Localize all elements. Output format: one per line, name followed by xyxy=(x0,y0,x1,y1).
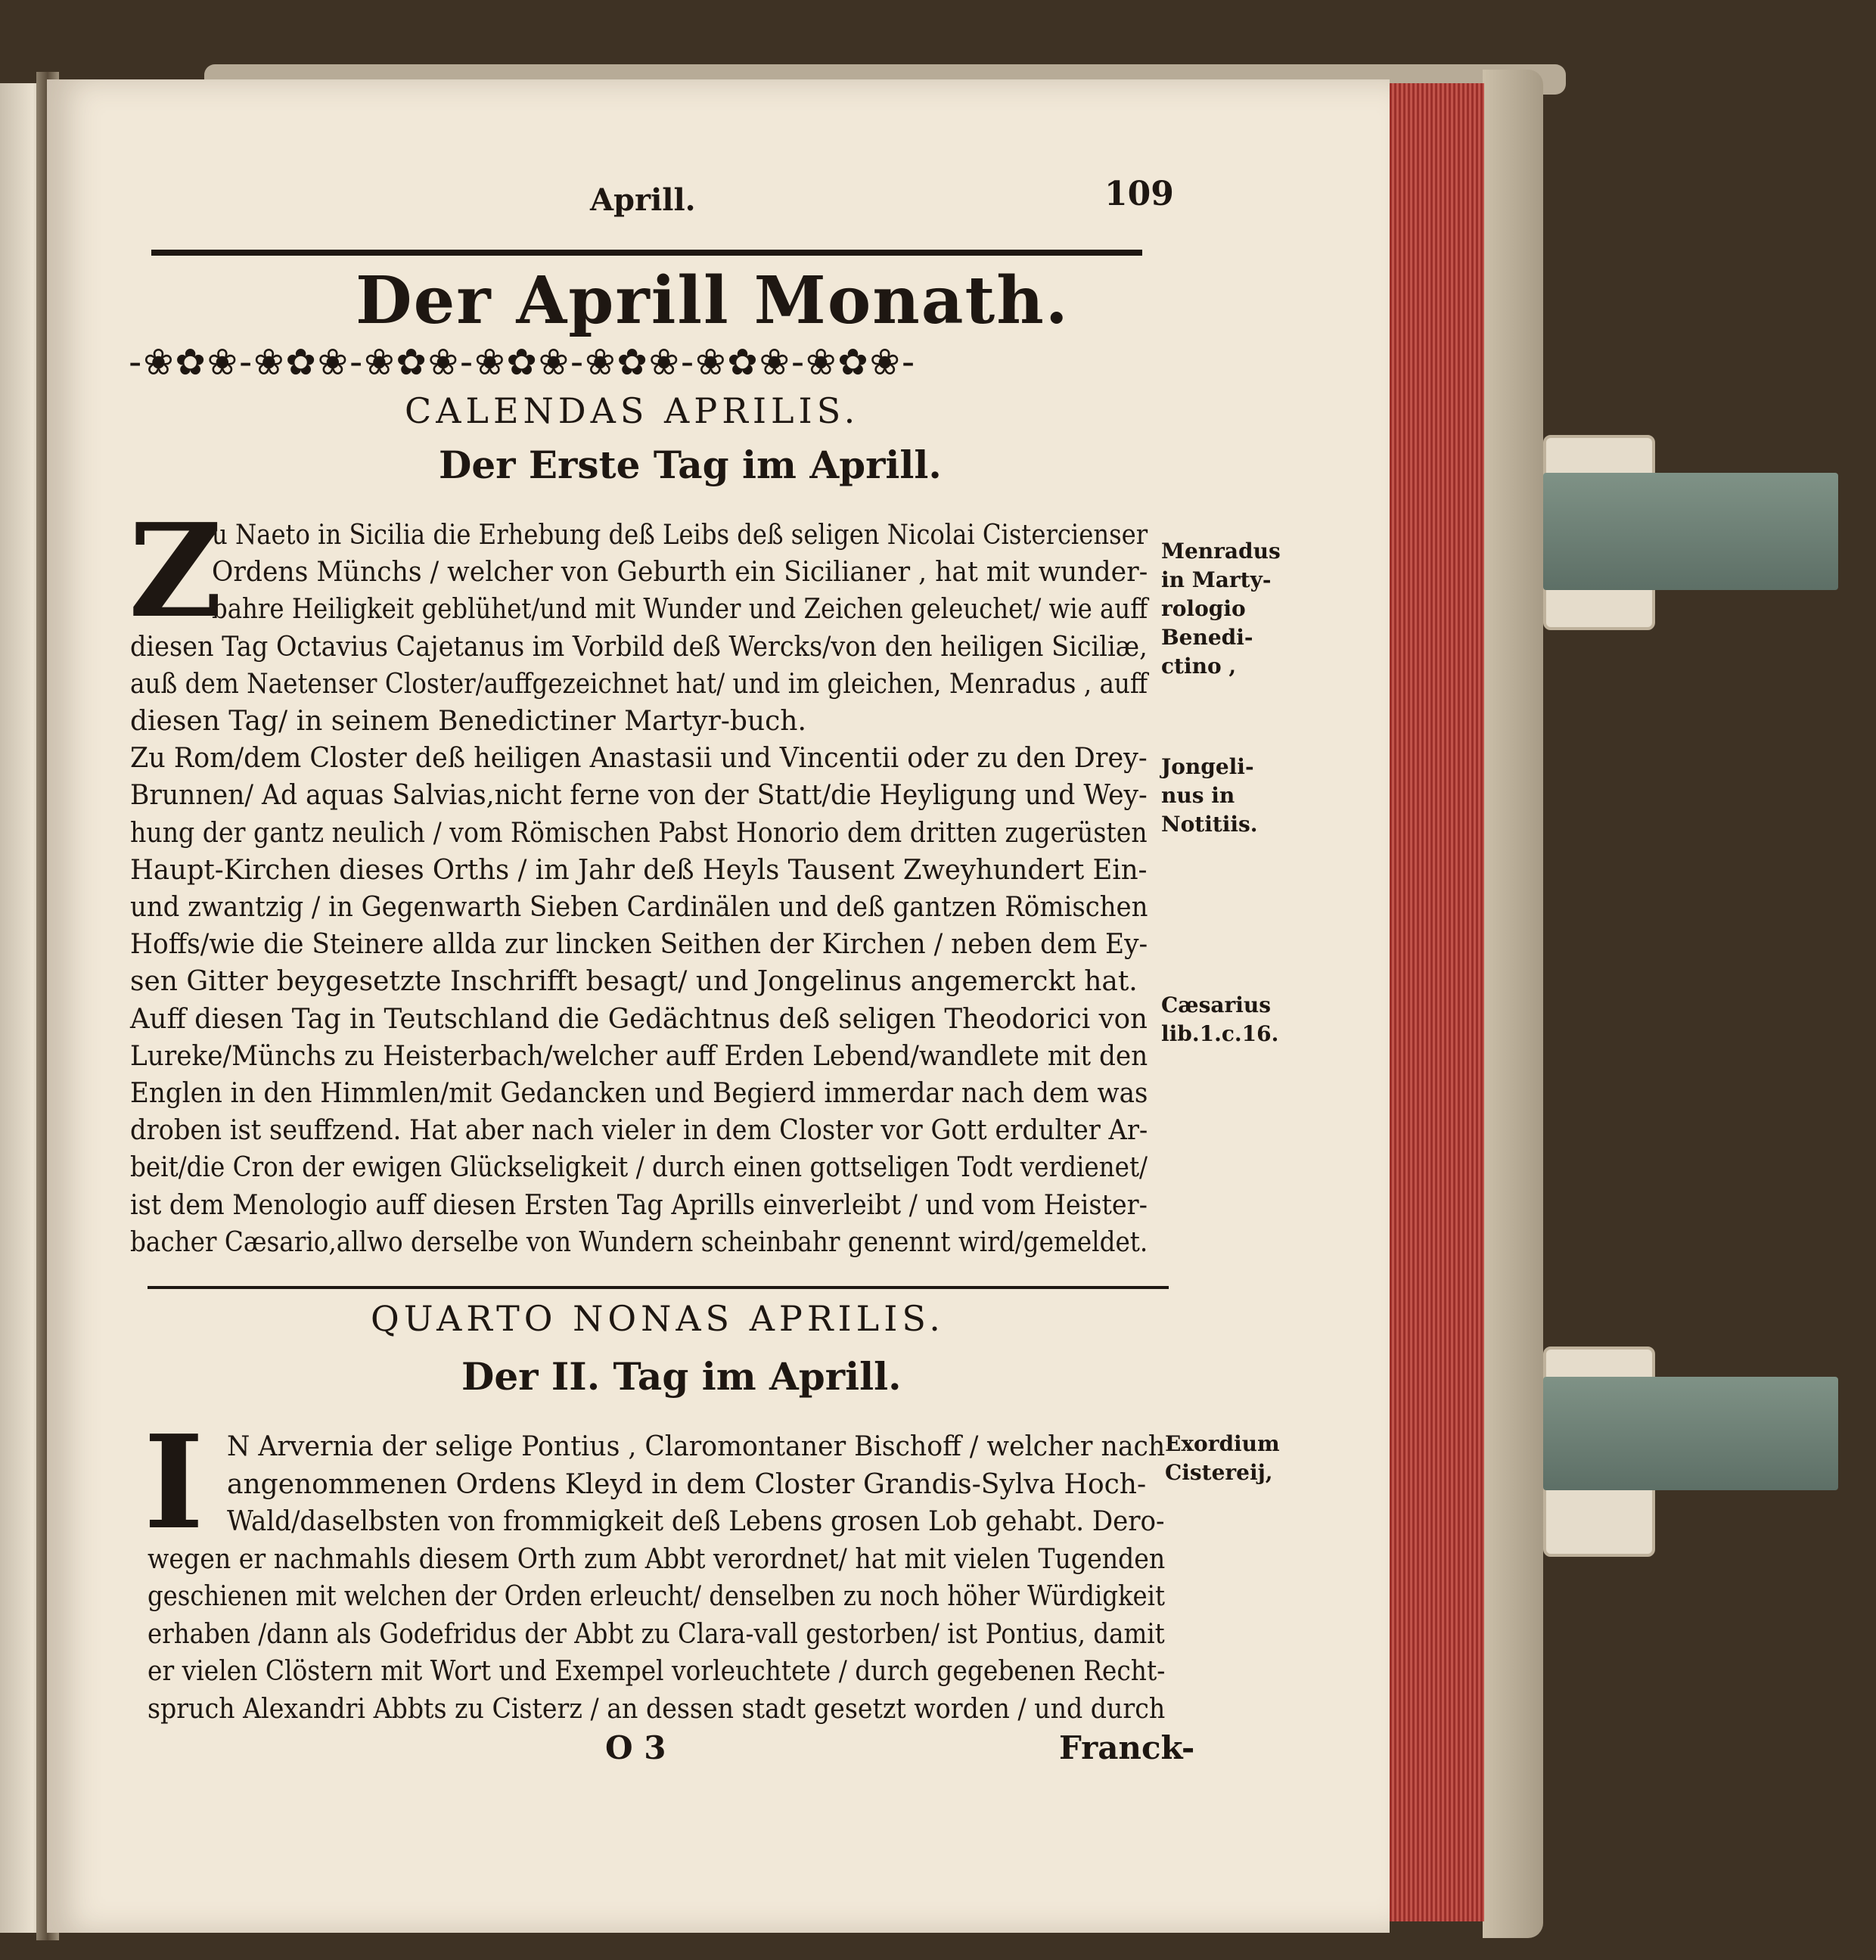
running-head: Aprill. xyxy=(590,182,696,218)
text-line: Brunnen/ Ad aquas Salvias,nicht ferne von der Statt/die Heyligung und Wey- xyxy=(130,780,1148,812)
dropcap-i: I xyxy=(144,1407,204,1558)
margin-note-caesarius: Cæsarius lib.1.c.16. xyxy=(1161,992,1279,1046)
section-heading-quarto-nonas: QUARTO NONAS APRILIS. xyxy=(371,1298,945,1339)
text-line: und zwantzig / in Gegenwarth Sieben Cardinälen und deß gantzen Römischen xyxy=(130,892,1148,923)
text-line: diesen Tag Octavius Cajetanus im Vorbild deß Wercks/von den heiligen Siciliæ, xyxy=(130,631,1148,663)
page-number: 109 xyxy=(1104,175,1174,213)
text-line: N Arvernia der selige Pontius , Claromontaner Bischoff / welcher nach xyxy=(227,1431,1166,1462)
text-line: er vielen Clöstern mit Wort und Exempel vorleuchtete / durch gegebenen Recht- xyxy=(148,1656,1166,1687)
text-line: Hoffs/wie die Steinere allda zur lincken Seithen der Kirchen / neben dem Ey- xyxy=(130,929,1148,961)
section-heading-calendas: CALENDAS APRILIS. xyxy=(405,390,860,431)
text-line: beit/die Cron der ewigen Glückseligkeit / durch einen gottseligen Todt verdienet/ xyxy=(130,1152,1148,1184)
text-line: wegen er nachmahls diesem Orth zum Abbt verordnet/ hat mit vielen Tugenden xyxy=(148,1543,1166,1575)
text-line: auß dem Naetenser Closter/auffgezeichnet hat/ und im gleichen, Menradus , auff xyxy=(130,668,1148,700)
text-line: bahre Heiligkeit geblühet/und mit Wunder und Zeichen geleuchet/ wie auff xyxy=(212,594,1148,626)
ornament-band: -❀✿❀-❀✿❀-❀✿❀-❀✿❀-❀✿❀-❀✿❀-❀✿❀- xyxy=(129,344,917,381)
book-cover-right xyxy=(1483,70,1543,1938)
text-line: Zu Rom/dem Closter deß heiligen Anastasii und Vincentii oder zu den Drey- xyxy=(130,743,1148,775)
page-title: Der Aprill Monath. xyxy=(356,262,1070,339)
text-line: sen Gitter beygesetzte Inschrifft besagt/ und Jongelinus angemerckt hat. xyxy=(130,966,1138,998)
text-line: Lureke/Münchs zu Heisterbach/welcher auff Erden Lebend/wandlete mit den xyxy=(130,1040,1148,1072)
text-line: Englen in den Himmlen/mit Gedancken und Begierd immerdar nach dem was xyxy=(130,1078,1148,1109)
upper-clasp-metal xyxy=(1543,473,1838,590)
header-rule xyxy=(151,250,1142,256)
text-line: Auff diesen Tag in Teutschland die Gedächtnus deß seligen Theodorici von xyxy=(130,1003,1148,1035)
red-page-edges xyxy=(1390,83,1484,1921)
text-line: droben ist seuffzend. Hat aber nach vieler in dem Closter vor Gott erdulter Ar- xyxy=(130,1115,1148,1147)
section-subheading-day1: Der Erste Tag im Aprill. xyxy=(439,443,942,487)
text-line: Ordens Münchs / welcher von Geburth ein Sicilianer , hat mit wunder- xyxy=(212,557,1148,589)
text-line: u Naeto in Sicilia die Erhebung deß Leibs deß seligen Nicolai Cistercienser xyxy=(212,520,1148,551)
text-line: geschienen mit welchen der Orden erleucht/ denselben zu noch höher Würdigkeit xyxy=(148,1581,1165,1612)
margin-note-jongelinus: Jongeli- nus in Notitiis. xyxy=(1161,754,1258,837)
text-line: hung der gantz neulich / vom Römischen Pabst Honorio dem dritten zugerüsten xyxy=(130,817,1148,849)
text-line: Haupt-Kirchen dieses Orths / im Jahr deß Heyls Tausent Zweyhundert Ein- xyxy=(130,854,1148,886)
text-line: diesen Tag/ in seinem Benedictiner Martyr-buch. xyxy=(130,706,806,737)
section-divider xyxy=(148,1286,1169,1289)
margin-note-menradus: Menradus in Marty- rologio Benedi- ctino , xyxy=(1161,539,1281,679)
catchword: Franck- xyxy=(1059,1729,1195,1766)
text-line: ist dem Menologio auff diesen Ersten Tag Aprills einverleibt / und vom Heister- xyxy=(130,1189,1148,1221)
text-line: Wald/daselbsten von frommigkeit deß Lebens grosen Lob gehabt. Dero- xyxy=(227,1506,1165,1537)
lower-clasp-metal xyxy=(1543,1377,1838,1490)
text-line: spruch Alexandri Abbts zu Cisterz / an dessen stadt gesetzt worden / und durch xyxy=(148,1693,1166,1725)
text-line: bacher Cæsario,allwo derselbe von Wundern scheinbahr genennt wird/gemeldet. xyxy=(130,1226,1148,1258)
text-line: angenommenen Ordens Kleyd in dem Closter Grandis-Sylva Hoch- xyxy=(227,1468,1147,1500)
margin-note-exordium: Exordium Cistereij, xyxy=(1165,1431,1280,1485)
dropcap-z: Z xyxy=(129,495,223,647)
text-line: erhaben /dann als Godefridus der Abbt zu Clara-vall gestorben/ ist Pontius, damit xyxy=(148,1618,1165,1650)
signature-mark: O 3 xyxy=(605,1729,666,1766)
section-subheading-day2: Der II. Tag im Aprill. xyxy=(461,1354,902,1399)
